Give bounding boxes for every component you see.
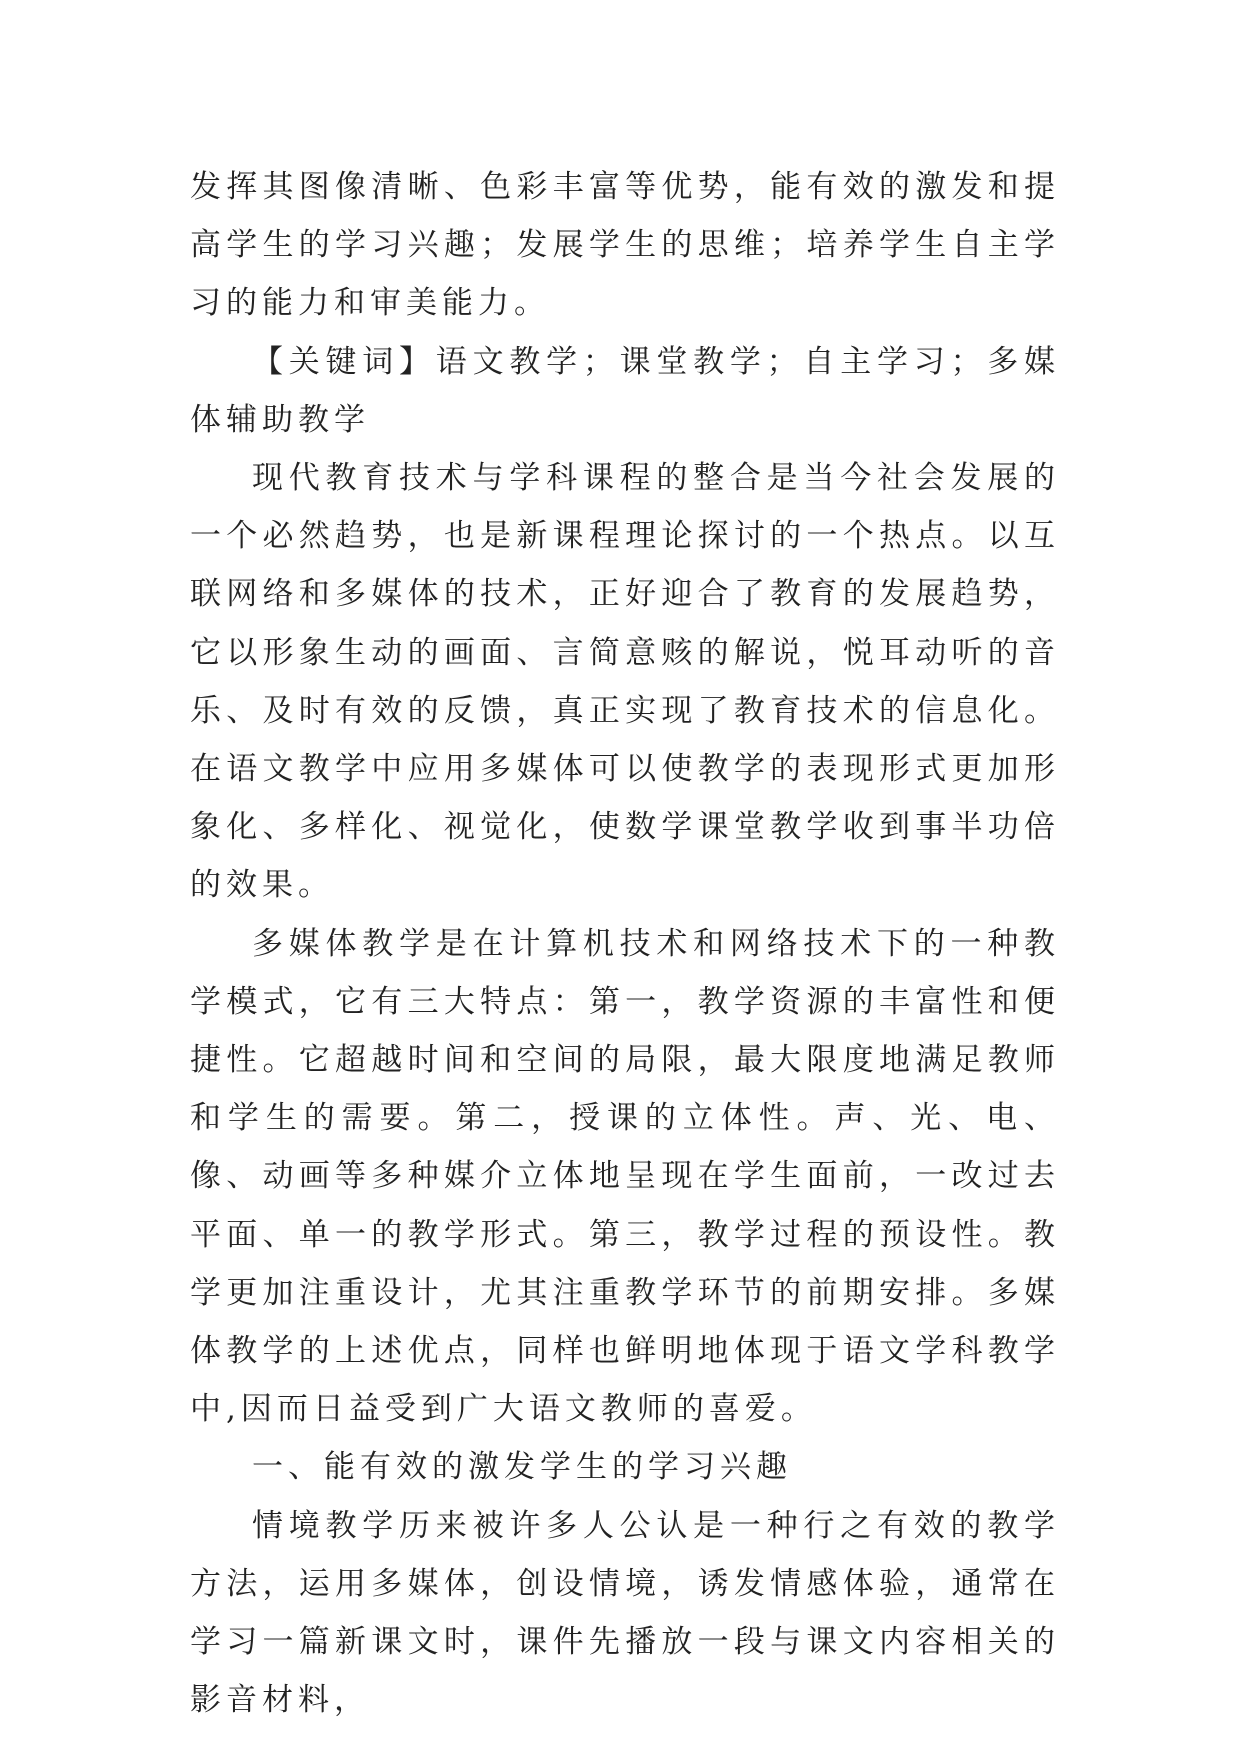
paragraph-features: 多媒体教学是在计算机技术和网络技术下的一种教学模式，它有三大特点：第一，教学资源的丰富性和便捷性。它超越时间和空间的局限，最大限度地满足教师和学生的需要。第二，授课的立体性。声、光、电、像、动画等多种媒介立体地呈现在学生面前，一改过去平面、单一的教学形式。第三，教学过程的预设性。教学更加注重设计，尤其注重教学环节的前期安排。多媒体教学的上述优点，同样也鲜明地体现于语文学科教学中,因而日益受到广大语文教师的喜爱。 [190, 925, 1060, 1428]
section-heading-1: 一、能有效的激发学生的学习兴趣 [252, 1449, 792, 1486]
paragraph-keywords: 【关键词】语文教学；课堂教学；自主学习；多媒体辅助教学 [190, 343, 1060, 438]
paragraph-continuation: 发挥其图像清晰、色彩丰富等优势，能有效的激发和提高学生的学习兴趣；发展学生的思维；培养学生自主学习的能力和审美能力。 [190, 169, 1060, 322]
document-page [190, 158, 1060, 1729]
paragraph-situational-teaching: 情境教学历来被许多人公认是一种行之有效的教学方法，运用多媒体，创设情境，诱发情感体验，通常在学习一篇新课文时，课件先播放一段与课文内容相关的影音材料， [190, 1507, 1060, 1719]
paragraph-intro: 现代教育技术与学科课程的整合是当今社会发展的一个必然趋势，也是新课程理论探讨的一个热点。以互联网络和多媒体的技术，正好迎合了教育的发展趋势，它以形象生动的画面、言简意赅的解说，悦耳动听的音乐、及时有效的反馈，真正实现了教育技术的信息化。在语文教学中应用多媒体可以使教学的表现形式更加形象化、多样化、视觉化，使数学课堂教学收到事半功倍的效果。 [190, 460, 1060, 904]
